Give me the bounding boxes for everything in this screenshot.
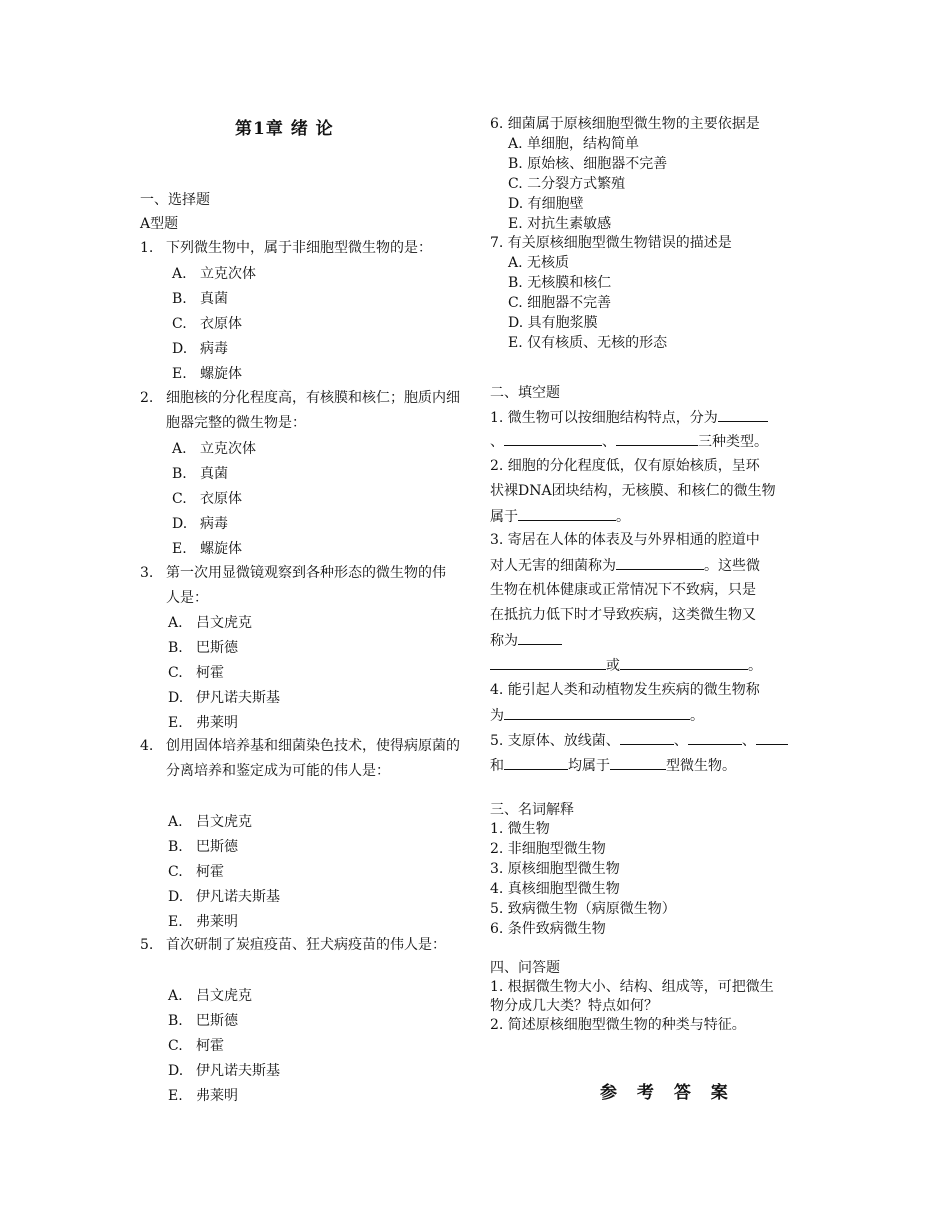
answer-blank[interactable] <box>504 755 568 770</box>
question-2 <box>140 386 470 435</box>
fill-text: 属于 <box>490 509 518 525</box>
answer-option[interactable] <box>172 539 242 559</box>
qa-2: 2. 简述原核细胞型微生物的种类与特征。 <box>490 1017 746 1033</box>
term-item: 3. 原核细胞型微生物 <box>490 861 620 877</box>
term-item: 1. 微生物 <box>490 821 550 837</box>
answer-blank[interactable] <box>688 730 742 745</box>
fill-text: 型微生物。 <box>666 758 736 774</box>
answer-option[interactable] <box>168 663 224 683</box>
answer-blank[interactable] <box>504 431 602 446</box>
option-text: 病毒 <box>200 341 228 357</box>
option-text: 弗莱明 <box>196 914 238 930</box>
option-letter: C. <box>172 316 187 332</box>
answer-option[interactable] <box>168 638 238 658</box>
option-text: 巴斯德 <box>196 1013 238 1029</box>
fill-text: 、 <box>673 733 688 749</box>
option-letter: E. <box>168 715 183 731</box>
option-letter: D. <box>168 889 184 905</box>
question-stem: 细胞核的分化程度高，有核膜和核仁；胞质内细胞器完整的微生物是： <box>166 390 460 431</box>
fill-text: 称为 <box>490 633 518 649</box>
option-text: 衣原体 <box>200 491 242 507</box>
answer-option[interactable] <box>172 489 242 509</box>
answer-option[interactable] <box>168 1061 280 1081</box>
term-item: 6. 条件致病微生物 <box>490 921 606 937</box>
answer-option[interactable] <box>172 464 228 484</box>
fill-text: 、 <box>490 434 504 450</box>
fill-text: 对人无害的细菌称为 <box>490 558 616 574</box>
fill-text: 1. 微生物可以按细胞结构特点，分为 <box>490 410 718 426</box>
fill-text: 、 <box>602 434 616 450</box>
option-text: 伊凡诺夫斯基 <box>196 690 280 706</box>
option-letter: B. <box>168 640 183 656</box>
option-text: 立克次体 <box>200 266 256 282</box>
fill-3-line-d: 在抵抗力低下时才导致疾病，这类微生物又 <box>490 607 756 623</box>
fill-2-line-c <box>490 506 630 527</box>
option-letter: A. <box>172 441 187 457</box>
question-6-option[interactable]: C. 二分裂方式繁殖 <box>508 176 626 192</box>
option-text: 吕文虎克 <box>196 988 252 1004</box>
option-letter: C. <box>168 1038 183 1054</box>
question-4 <box>140 734 470 783</box>
fill-3-line-a: 3. 寄居在人体的体表及与外界相通的腔道中 <box>490 532 760 548</box>
answer-blank[interactable] <box>620 730 674 745</box>
term-item: 5. 致病微生物（病原微生物） <box>490 901 676 917</box>
fill-3-line-b <box>490 555 760 576</box>
answer-blank[interactable] <box>756 730 788 745</box>
option-letter: A. <box>168 814 183 830</box>
section-heading-choice: 一、选择题 <box>140 192 210 208</box>
answer-option[interactable] <box>172 439 256 459</box>
option-letter: B. <box>172 466 187 482</box>
question-7-option[interactable]: E. 仅有核质、无核的形态 <box>508 335 668 351</box>
question-stem: 第一次用显微镜观察到各种形态的微生物的伟人是： <box>166 565 446 606</box>
fill-text: 。 <box>616 509 630 525</box>
option-letter: D. <box>172 516 188 532</box>
question-number: 5. <box>140 937 154 953</box>
fill-text: 均属于 <box>568 758 610 774</box>
answer-option[interactable] <box>172 264 256 284</box>
option-letter: B. <box>168 839 183 855</box>
fill-1-line-a <box>490 407 768 428</box>
term-item: 2. 非细胞型微生物 <box>490 841 606 857</box>
question-7-option[interactable]: A. 无核质 <box>508 255 570 271</box>
question-number: 2. <box>140 390 154 406</box>
fill-text: 和 <box>490 758 504 774</box>
fill-3-line-c: 生物在机体健康或正常情况下不致病，只是 <box>490 582 756 598</box>
option-text: 柯霍 <box>196 1038 224 1054</box>
answer-option[interactable] <box>168 1011 238 1031</box>
fill-3-line-e <box>490 630 562 651</box>
question-7-option[interactable]: B. 无核膜和核仁 <box>508 275 612 291</box>
question-stem: 创用固体培养基和细菌染色技术，使得病原菌的分离培养和鉴定成为可能的伟人是： <box>166 738 460 779</box>
option-letter: B. <box>172 291 187 307</box>
answer-blank[interactable] <box>518 630 562 645</box>
answer-option[interactable] <box>168 613 252 633</box>
answer-option[interactable] <box>168 837 238 857</box>
fill-text: 为 <box>490 708 504 724</box>
answer-option[interactable] <box>168 986 252 1006</box>
answer-option[interactable] <box>172 314 242 334</box>
option-text: 巴斯德 <box>196 839 238 855</box>
answer-blank[interactable] <box>610 755 666 770</box>
option-text: 柯霍 <box>196 665 224 681</box>
option-text: 衣原体 <box>200 316 242 332</box>
fill-1-line-b <box>490 431 768 452</box>
question-1 <box>140 236 470 261</box>
chapter-title: 第1章 绪 论 <box>235 119 334 139</box>
answer-option[interactable] <box>172 339 228 359</box>
type-a-label: A型题 <box>140 216 179 232</box>
option-letter: C. <box>172 491 187 507</box>
option-text: 弗莱明 <box>196 715 238 731</box>
question-number: 1. <box>140 240 154 256</box>
option-text: 伊凡诺夫斯基 <box>196 889 280 905</box>
answer-blank[interactable] <box>490 655 606 670</box>
question-number: 3. <box>140 565 154 581</box>
question-6-option[interactable]: E. 对抗生素敏感 <box>508 216 612 232</box>
answer-option[interactable] <box>168 713 238 733</box>
option-text: 伊凡诺夫斯基 <box>196 1063 280 1079</box>
section-heading-qa: 四、问答题 <box>490 960 560 976</box>
fill-text: 。 <box>748 658 762 674</box>
question-6-stem: 6. 细菌属于原核细胞型微生物的主要依据是 <box>490 116 760 132</box>
option-text: 吕文虎克 <box>196 814 252 830</box>
question-6-option[interactable]: D. 有细胞壁 <box>508 196 584 212</box>
fill-text: 三种类型。 <box>698 434 768 450</box>
option-letter: E. <box>168 914 183 930</box>
option-letter: C. <box>168 665 183 681</box>
qa-1-line-a: 1. 根据微生物大小、结构、组成等，可把微生 <box>490 979 774 995</box>
question-6-option[interactable]: B. 原始核、细胞器不完善 <box>508 156 668 172</box>
option-letter: B. <box>168 1013 183 1029</box>
question-stem: 下列微生物中，属于非细胞型微生物的是： <box>166 240 432 256</box>
answer-option[interactable] <box>172 289 228 309</box>
answer-option[interactable] <box>172 514 228 534</box>
question-3 <box>140 561 450 610</box>
fill-text: 。这些微 <box>704 558 760 574</box>
question-number: 4. <box>140 738 154 754</box>
option-letter: E. <box>172 541 187 557</box>
option-text: 螺旋体 <box>200 366 242 382</box>
fill-3-line-f <box>490 655 762 676</box>
option-letter: A. <box>168 988 183 1004</box>
answer-blank[interactable] <box>718 407 768 422</box>
fill-2-line-a: 2. 细胞的分化程度低，仅有原始核质，呈环 <box>490 458 760 474</box>
option-letter: E. <box>168 1088 183 1104</box>
fill-text: 。 <box>690 708 704 724</box>
qa-1-line-b: 物分成几大类？特点如何？ <box>490 998 658 1014</box>
answer-option[interactable] <box>168 862 224 882</box>
question-7-option[interactable]: C. 细胞器不完善 <box>508 295 612 311</box>
option-letter: C. <box>168 864 183 880</box>
question-5 <box>140 933 470 958</box>
option-text: 巴斯德 <box>196 640 238 656</box>
option-text: 立克次体 <box>200 441 256 457</box>
fill-text: 或 <box>606 658 620 674</box>
option-letter: D. <box>168 1063 184 1079</box>
option-text: 病毒 <box>200 516 228 532</box>
option-text: 吕文虎克 <box>196 615 252 631</box>
answer-option[interactable] <box>172 364 242 384</box>
question-stem: 首次研制了炭疽疫苗、狂犬病疫苗的伟人是： <box>166 937 446 953</box>
fill-4-line-b <box>490 705 704 726</box>
answer-option[interactable] <box>168 688 280 708</box>
section-heading-fill: 二、填空题 <box>490 385 560 401</box>
question-7-option[interactable]: D. 具有胞浆膜 <box>508 315 598 331</box>
option-text: 真菌 <box>200 466 228 482</box>
answer-title: 参 考 答 案 <box>600 1083 735 1103</box>
answer-option[interactable] <box>168 812 252 832</box>
answer-blank[interactable] <box>616 431 698 446</box>
fill-text: 、 <box>741 733 756 749</box>
question-6-option[interactable]: A. 单细胞，结构简单 <box>508 136 640 152</box>
option-letter: E. <box>172 366 187 382</box>
answer-blank[interactable] <box>518 506 616 521</box>
fill-5-line-a <box>490 730 788 751</box>
answer-option[interactable] <box>168 912 238 932</box>
option-letter: A. <box>168 615 183 631</box>
option-text: 螺旋体 <box>200 541 242 557</box>
fill-5-line-b <box>490 755 736 776</box>
option-letter: A. <box>172 266 187 282</box>
fill-2-line-b: 状裸DNA团块结构，无核膜、和核仁的微生物 <box>490 483 776 499</box>
answer-option[interactable] <box>168 887 280 907</box>
answer-blank[interactable] <box>620 655 748 670</box>
option-text: 弗莱明 <box>196 1088 238 1104</box>
option-letter: D. <box>172 341 188 357</box>
answer-option[interactable] <box>168 1036 224 1056</box>
option-text: 柯霍 <box>196 864 224 880</box>
term-item: 4. 真核细胞型微生物 <box>490 881 620 897</box>
fill-4-line-a: 4. 能引起人类和动植物发生疾病的微生物称 <box>490 682 760 698</box>
answer-option[interactable] <box>168 1086 238 1106</box>
option-letter: D. <box>168 690 184 706</box>
answer-blank[interactable] <box>616 555 704 570</box>
answer-blank[interactable] <box>504 705 690 720</box>
question-7-stem: 7. 有关原核细胞型微生物错误的描述是 <box>490 235 732 251</box>
option-text: 真菌 <box>200 291 228 307</box>
fill-text: 5. 支原体、放线菌、 <box>490 733 620 749</box>
section-heading-terms: 三、名词解释 <box>490 802 574 818</box>
